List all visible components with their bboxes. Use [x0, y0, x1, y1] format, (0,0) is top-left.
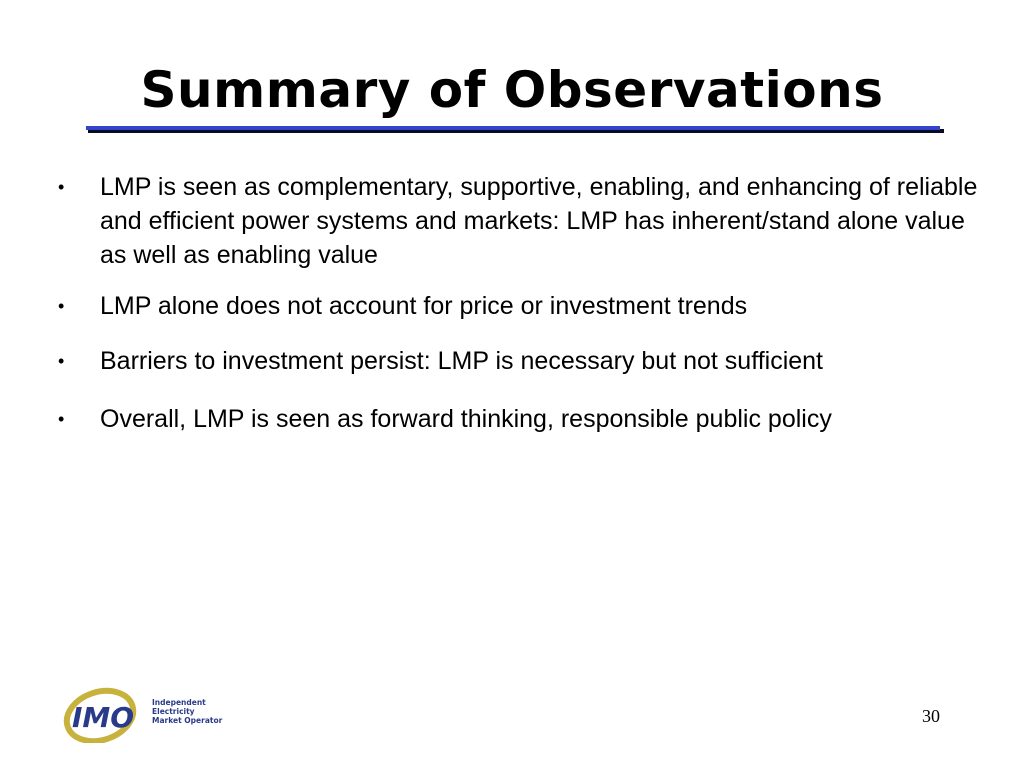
- bullet-text: LMP alone does not account for price or investment trends: [100, 292, 748, 320]
- title-rule: [86, 126, 940, 130]
- logo-line: Market Operator: [152, 716, 223, 725]
- page-number: 30: [922, 706, 940, 726]
- bullet-text: Overall, LMP is seen as forward thinking, responsible public policy: [100, 405, 832, 433]
- logo-line: Electricity: [152, 707, 195, 716]
- bullet-list: [58, 170, 978, 436]
- bullet-text: LMP is seen as complementary, supportive, enabling, and enhancing of reliable and efficient power systems and markets: LMP has inherent/stand alone value as well as enabling value: [100, 173, 978, 269]
- imo-logo-mark: [62, 683, 154, 743]
- imo-logo: [62, 683, 227, 743]
- logo-mark-text: IMO: [72, 701, 135, 734]
- bullet-item: [58, 344, 978, 378]
- logo-text: [152, 698, 232, 725]
- bullet-item: [58, 170, 978, 272]
- bullet-marker: •: [58, 409, 65, 429]
- bullet-marker: •: [58, 296, 65, 316]
- bullet-marker: •: [58, 351, 65, 371]
- logo-line: Independent: [152, 698, 206, 707]
- slide-title: Summary of Observations: [140, 61, 884, 119]
- bullet-item: [58, 402, 978, 436]
- bullet-text: Barriers to investment persist: LMP is necessary but not sufficient: [100, 347, 823, 375]
- bullet-marker: •: [58, 177, 65, 197]
- bullet-item: [58, 289, 978, 323]
